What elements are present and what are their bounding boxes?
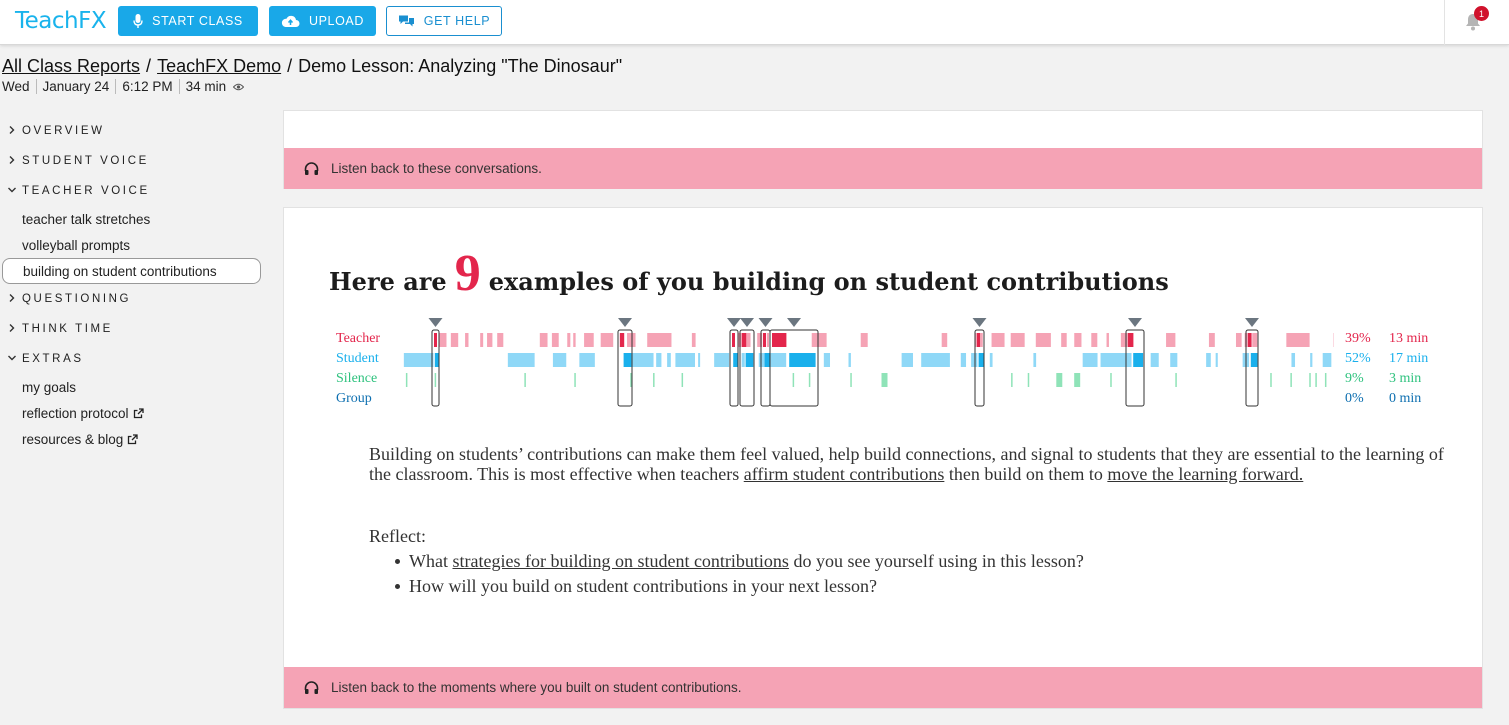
sidebar-section-extras[interactable] xyxy=(0,344,265,374)
sidebar-item-label: resources & blog xyxy=(22,431,124,447)
student-segment xyxy=(404,353,434,367)
timeline-percent: 39% xyxy=(1345,331,1371,346)
timeline-label-group: Group xyxy=(336,391,372,406)
headline-suffix: examples of you building on student contributions xyxy=(488,267,1169,296)
notifications-button[interactable] xyxy=(1444,0,1500,45)
reflect-heading: Reflect: xyxy=(369,526,426,546)
timeline-percent: 52% xyxy=(1345,351,1371,366)
breadcrumb xyxy=(2,56,622,77)
student-segment xyxy=(759,353,786,367)
sidebar-section-label: OVERVIEW xyxy=(22,125,105,137)
teachfx-logo[interactable]: TeachFX xyxy=(15,8,107,34)
silence-segment xyxy=(1290,373,1292,387)
student-segment xyxy=(1216,353,1218,367)
silence-segment xyxy=(1056,373,1062,387)
teacher-segment xyxy=(465,333,468,347)
student-segment xyxy=(1323,353,1332,367)
sidebar-nav xyxy=(0,116,265,452)
silence-segment xyxy=(793,373,795,387)
teacher-segment xyxy=(1121,333,1128,347)
silence-segment xyxy=(1175,373,1177,387)
headphones-icon xyxy=(304,162,319,176)
chevron-right-icon xyxy=(7,323,17,333)
chevron-right-icon xyxy=(7,155,17,165)
cloud-upload-icon xyxy=(281,14,300,28)
breadcrumb-separator: / xyxy=(287,56,293,76)
sidebar-section-think-time[interactable] xyxy=(0,314,265,344)
teacher-segment xyxy=(1209,333,1215,347)
listen-conversations-text: Listen back to these conversations. xyxy=(331,161,542,176)
talk-timeline xyxy=(334,318,1444,418)
example-teacher-mark xyxy=(732,333,735,347)
example-student-mark xyxy=(979,353,984,367)
timeline-minutes: 0 min xyxy=(1389,391,1422,406)
examples-count: 9 xyxy=(454,245,481,302)
student-segment xyxy=(667,353,671,367)
teacher-segment xyxy=(1107,333,1109,347)
chevron-right-icon xyxy=(7,125,17,135)
example-marker-icon[interactable] xyxy=(1245,318,1259,327)
headphones-icon xyxy=(304,681,319,695)
teacher-segment xyxy=(1011,333,1025,347)
example-teacher-mark xyxy=(763,333,766,347)
sidebar-section-label: QUESTIONING xyxy=(22,293,132,305)
example-marker-icon[interactable] xyxy=(740,318,754,327)
timeline-minutes: 3 min xyxy=(1389,371,1422,386)
student-segment xyxy=(971,353,977,367)
start-class-label: START CLASS xyxy=(152,14,243,28)
teacher-segment xyxy=(861,333,868,347)
silence-segment xyxy=(1028,373,1030,387)
timeline-label-student: Student xyxy=(336,351,379,366)
teacher-segment xyxy=(1286,333,1309,347)
example-teacher-mark xyxy=(977,333,980,347)
example-student-mark xyxy=(1251,353,1258,367)
breadcrumb-all-class-reports[interactable]: All Class Reports xyxy=(2,56,141,76)
start-class-button[interactable] xyxy=(118,6,258,36)
affirm-contributions-link[interactable]: affirm student contributions xyxy=(743,464,945,484)
teacher-segment xyxy=(480,333,483,347)
sidebar-item-reflection-protocol[interactable] xyxy=(0,400,265,426)
sidebar-item-teacher-talk-stretches[interactable]: teacher talk stretches xyxy=(22,211,151,227)
sidebar-item-label: reflection protocol xyxy=(22,405,129,421)
teacher-segment xyxy=(487,333,492,347)
strategies-link[interactable]: strategies for building on student contributions xyxy=(452,551,789,571)
silence-segment xyxy=(882,373,888,387)
breadcrumb-teachfx-demo[interactable]: TeachFX Demo xyxy=(157,56,282,76)
example-student-mark xyxy=(789,353,815,367)
student-segment xyxy=(714,353,729,367)
teacher-segment xyxy=(1091,333,1097,347)
silence-segment xyxy=(1270,373,1272,387)
student-segment xyxy=(1310,353,1312,367)
listen-conversations-bar[interactable] xyxy=(284,148,1482,189)
teacher-segment xyxy=(1252,333,1257,347)
teacher-segment xyxy=(1166,333,1175,347)
student-segment xyxy=(1083,353,1098,367)
student-segment xyxy=(1151,353,1159,367)
teacher-segment xyxy=(540,333,548,347)
example-teacher-mark xyxy=(1128,333,1133,347)
student-segment xyxy=(508,353,535,367)
student-segment xyxy=(553,353,566,367)
silence-segment xyxy=(406,373,408,387)
example-student-mark xyxy=(765,353,770,367)
example-teacher-mark xyxy=(1248,333,1252,347)
teacher-segment xyxy=(1061,333,1067,347)
chevron-down-icon xyxy=(7,185,17,195)
timeline-percent: 0% xyxy=(1345,391,1364,406)
student-segment xyxy=(1206,353,1211,367)
example-teacher-mark xyxy=(742,333,746,347)
silence-segment xyxy=(1011,373,1013,387)
student-segment xyxy=(824,353,830,367)
teacher-segment xyxy=(1236,333,1242,347)
sidebar-section-questioning[interactable] xyxy=(0,284,265,314)
example-teacher-mark xyxy=(620,333,624,347)
example-student-mark xyxy=(624,353,632,367)
student-segment xyxy=(742,353,745,367)
teacher-segment xyxy=(767,333,769,347)
example-marker-icon[interactable] xyxy=(618,318,632,327)
silence-segment xyxy=(809,373,811,387)
example-student-mark xyxy=(1133,353,1143,367)
listen-moments-bar[interactable] xyxy=(284,667,1482,708)
external-link-icon xyxy=(133,408,144,419)
timeline-chart xyxy=(334,318,1444,418)
sidebar-section-overview[interactable] xyxy=(0,116,265,146)
notification-count-badge: 1 xyxy=(1474,6,1489,21)
upload-label: UPLOAD xyxy=(308,14,364,28)
teacher-segment xyxy=(1074,333,1081,347)
external-link-icon xyxy=(127,434,138,445)
chevron-down-icon xyxy=(7,353,17,363)
teacher-segment xyxy=(692,333,696,347)
lesson-duration: 34 min xyxy=(179,79,250,94)
headline-prefix: Here are xyxy=(329,267,447,296)
timeline-label-teacher: Teacher xyxy=(336,331,381,346)
eye-icon xyxy=(233,83,244,91)
breadcrumb-separator: / xyxy=(146,56,152,76)
teacher-segment xyxy=(992,333,1005,347)
student-segment xyxy=(1101,353,1132,367)
example-marker-icon[interactable] xyxy=(429,318,443,327)
teacher-segment xyxy=(584,333,594,347)
silence-segment xyxy=(1309,373,1311,387)
example-marker-icon[interactable] xyxy=(727,318,741,327)
sidebar-item-building-on-student-contributions[interactable]: building on student contributions xyxy=(2,258,261,284)
move-learning-forward-link[interactable]: move the learning forward. xyxy=(1107,464,1304,484)
example-marker-icon[interactable] xyxy=(973,318,987,327)
teacher-segment xyxy=(812,333,827,347)
conversations-panel xyxy=(283,110,1483,189)
student-segment xyxy=(1170,353,1177,367)
timeline-percent: 9% xyxy=(1345,371,1364,386)
teacher-segment xyxy=(567,333,570,347)
teacher-segment xyxy=(451,333,458,347)
student-segment xyxy=(902,353,913,367)
explanation-paragraph: Building on students’ contributions can make them feel valued, help build connections, and signal to students that they are essential to the learning of the classroom. This is most effective when teachers affirm student contributions then build on them to move the learning forward. xyxy=(369,444,1444,484)
sidebar-section-teacher-voice[interactable] xyxy=(0,176,265,206)
teacher-segment xyxy=(497,333,503,347)
teacher-segment xyxy=(1036,333,1051,347)
example-marker-icon[interactable] xyxy=(1128,318,1142,327)
silence-segment xyxy=(1325,373,1327,387)
lesson-time: 6:12 PM xyxy=(115,79,178,94)
building-contributions-panel xyxy=(283,207,1483,709)
list-item: What strategies for building on student contributions do you see yourself using in this lesson? xyxy=(369,550,1084,575)
sidebar-section-student-voice[interactable] xyxy=(0,146,265,176)
teacher-segment xyxy=(647,333,671,347)
example-student-mark xyxy=(435,353,439,367)
top-bar xyxy=(0,0,1509,45)
example-student-mark xyxy=(746,353,754,367)
timeline-minutes: 17 min xyxy=(1389,351,1429,366)
sidebar-section-label: TEACHER VOICE xyxy=(22,185,150,197)
timeline-label-silence: Silence xyxy=(336,371,378,386)
example-teacher-mark xyxy=(772,333,786,347)
student-segment xyxy=(675,353,695,367)
get-help-label: GET HELP xyxy=(423,14,491,28)
silence-segment xyxy=(1110,373,1112,387)
microphone-icon xyxy=(133,14,143,29)
list-item: How will you build on student contributions in your next lesson? xyxy=(369,575,1084,600)
example-student-mark xyxy=(733,353,737,367)
student-segment xyxy=(848,353,850,367)
sidebar-section-label: EXTRAS xyxy=(22,353,84,365)
silence-segment xyxy=(653,373,655,387)
teacher-segment xyxy=(552,333,559,347)
student-segment xyxy=(961,353,966,367)
teacher-segment xyxy=(942,333,948,347)
lesson-meta xyxy=(2,79,250,94)
example-teacher-mark xyxy=(434,333,437,347)
student-segment xyxy=(579,353,594,367)
sidebar-item-resources-blog[interactable] xyxy=(0,426,265,452)
student-segment xyxy=(990,353,993,367)
teacher-segment xyxy=(573,333,575,347)
listen-moments-text: Listen back to the moments where you built on student contributions. xyxy=(331,680,742,695)
chat-bubbles-icon xyxy=(398,14,415,28)
student-segment xyxy=(698,353,700,367)
reflect-list xyxy=(369,550,1084,600)
example-marker-icon[interactable] xyxy=(787,318,801,327)
student-segment xyxy=(1033,353,1036,367)
lesson-date: January 24 xyxy=(36,79,116,94)
chevron-right-icon xyxy=(7,293,17,303)
silence-segment xyxy=(1074,373,1080,387)
silence-segment xyxy=(524,373,526,387)
sidebar-item-volleyball-prompts[interactable]: volleyball prompts xyxy=(22,237,131,253)
timeline-minutes: 13 min xyxy=(1389,331,1429,346)
examples-headline xyxy=(329,245,1169,302)
teacher-segment xyxy=(601,333,614,347)
student-segment xyxy=(921,353,950,367)
teacher-segment xyxy=(439,333,446,347)
get-help-button[interactable] xyxy=(386,6,502,36)
sidebar-section-label: THINK TIME xyxy=(22,323,113,335)
sidebar-section-label: STUDENT VOICE xyxy=(22,155,149,167)
silence-segment xyxy=(850,373,852,387)
example-marker-icon[interactable] xyxy=(759,318,773,327)
lesson-day: Wed xyxy=(2,79,30,94)
breadcrumb-lesson-title: Demo Lesson: Analyzing "The Dinosaur" xyxy=(298,56,623,76)
teacher-segment xyxy=(627,333,635,347)
silence-segment xyxy=(435,373,437,387)
upload-button[interactable] xyxy=(269,6,376,36)
silence-segment xyxy=(1315,373,1317,387)
silence-segment xyxy=(682,373,684,387)
student-segment xyxy=(656,353,661,367)
student-segment xyxy=(1291,353,1295,367)
sidebar-item-my-goals[interactable]: my goals xyxy=(22,379,77,395)
silence-segment xyxy=(574,373,576,387)
